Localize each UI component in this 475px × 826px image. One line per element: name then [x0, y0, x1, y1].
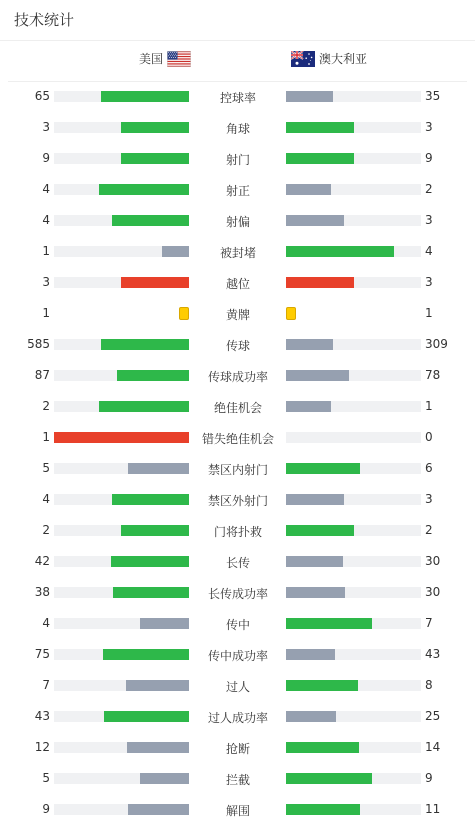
home-stat-bar: [101, 91, 189, 102]
home-stat-bar-track: [54, 556, 189, 567]
stat-row: [0, 143, 475, 174]
away-stat-bar-track: [286, 339, 421, 350]
home-stat-value: 9: [42, 802, 50, 816]
stat-row: [0, 329, 475, 360]
home-stat-value: 2: [42, 399, 50, 413]
home-stat-bar-track: [54, 153, 189, 164]
home-team-name: 美国: [138, 52, 163, 66]
away-stat-bar: [286, 804, 360, 815]
home-stat-bar-track: [54, 277, 189, 288]
stat-label: 抢断: [225, 742, 250, 756]
home-stat-bar-track: [54, 463, 189, 474]
home-stat-bar: [121, 277, 189, 288]
stat-label: 过人: [225, 680, 250, 694]
home-stat-value: 5: [42, 461, 50, 475]
stat-label: 绝佳机会: [213, 401, 262, 415]
stat-label: 传球成功率: [207, 370, 268, 384]
stat-label: 黄牌: [225, 308, 250, 322]
away-stat-bar-track: [286, 649, 421, 660]
away-stat-bar: [286, 525, 354, 536]
home-stat-bar: [140, 618, 189, 629]
away-stat-value: 8: [425, 678, 433, 692]
home-stat-bar-track: [54, 494, 189, 505]
home-stat-value: 1: [42, 430, 50, 444]
away-stat-bar: [286, 773, 372, 784]
away-stat-bar: [286, 246, 394, 257]
stat-row: [0, 267, 475, 298]
home-stat-bar-track: [54, 742, 189, 753]
stat-row: [0, 298, 475, 329]
stat-label: 过人成功率: [207, 711, 268, 725]
away-stat-bar-track: [286, 215, 421, 226]
away-stat-value: 6: [425, 461, 433, 475]
away-stat-bar-track: [286, 680, 421, 691]
stat-label: 禁区外射门: [207, 494, 268, 508]
away-stat-bar-track: [286, 184, 421, 195]
away-stat-bar: [286, 680, 358, 691]
home-stat-bar: [121, 153, 189, 164]
stat-row: [0, 732, 475, 763]
away-stat-value: 7: [425, 616, 433, 630]
stats-list: [0, 81, 475, 825]
away-stat-bar-track: [286, 742, 421, 753]
home-stat-bar-track: [54, 432, 189, 443]
stat-row: [0, 391, 475, 422]
home-stat-bar-track: [54, 618, 189, 629]
home-stat-bar-track: [54, 401, 189, 412]
stat-row: [0, 422, 475, 453]
home-stat-bar-track: [54, 804, 189, 815]
stat-label: 传中: [225, 618, 250, 632]
home-stat-bar-track: [54, 370, 189, 381]
home-stat-value: 12: [34, 740, 50, 754]
stat-label: 错失绝佳机会: [201, 432, 274, 446]
home-stat-value: 5: [42, 771, 50, 785]
away-stat-value: 309: [425, 337, 448, 351]
away-stat-value: 43: [425, 647, 441, 661]
stat-row: [0, 205, 475, 236]
home-stat-bar: [101, 339, 189, 350]
stat-row: [0, 701, 475, 732]
home-stat-value: 87: [34, 368, 50, 382]
away-stat-value: 14: [425, 740, 441, 754]
home-stat-bar-track: [54, 711, 189, 722]
away-stat-bar-track: [286, 122, 421, 133]
away-stat-bar: [286, 556, 343, 567]
away-stat-bar-track: [286, 370, 421, 381]
home-stat-value: 2: [42, 523, 50, 537]
stat-row: [0, 81, 475, 112]
stat-label: 射正: [225, 184, 250, 198]
away-stat-bar: [286, 587, 345, 598]
stat-label: 长传: [225, 556, 250, 570]
stat-label: 门将扑救: [213, 525, 262, 539]
home-stat-bar: [127, 742, 189, 753]
away-stat-value: 35: [425, 89, 441, 103]
home-stat-bar: [121, 122, 189, 133]
away-stat-bar-track: [286, 556, 421, 567]
away-stat-bar: [286, 370, 349, 381]
stat-row: [0, 670, 475, 701]
home-stat-bar: [113, 587, 189, 598]
home-stat-bar: [99, 184, 189, 195]
home-stat-value: 4: [42, 616, 50, 630]
home-stat-bar-track: [54, 215, 189, 226]
home-stat-bar: [128, 804, 189, 815]
stat-row: [0, 236, 475, 267]
stat-label: 解围: [225, 804, 250, 818]
stat-row: [0, 763, 475, 794]
home-stat-value: 1: [42, 306, 50, 320]
away-stat-bar-track: [286, 804, 421, 815]
away-stat-bar-track: [286, 246, 421, 257]
home-stat-value: 42: [34, 554, 50, 568]
away-stat-value: 3: [425, 213, 433, 227]
stat-label: 拦截: [225, 773, 250, 787]
away-stat-value: 25: [425, 709, 441, 723]
away-stat-bar: [286, 401, 331, 412]
away-stat-value: 3: [425, 275, 433, 289]
away-stat-bar-track: [286, 618, 421, 629]
home-stat-bar: [103, 649, 189, 660]
away-stat-bar: [286, 742, 359, 753]
stat-label: 被封堵: [219, 246, 256, 260]
away-stat-value: 2: [425, 523, 433, 537]
home-stat-value: 1: [42, 244, 50, 258]
away-stat-value: 0: [425, 430, 433, 444]
away-stat-value: 30: [425, 554, 441, 568]
home-stat-value: 585: [27, 337, 50, 351]
away-stat-bar: [286, 184, 331, 195]
teams-header: [0, 40, 475, 81]
stat-label: 禁区内射门: [207, 463, 268, 477]
home-stat-value: 3: [42, 120, 50, 134]
away-stat-value: 2: [425, 182, 433, 196]
home-stat-value: 9: [42, 151, 50, 165]
away-stat-value: 4: [425, 244, 433, 258]
home-stat-bar: [112, 215, 189, 226]
home-stat-value: 43: [34, 709, 50, 723]
away-stat-bar: [286, 153, 354, 164]
away-team[interactable]: [291, 50, 367, 67]
away-stat-bar-track: [286, 711, 421, 722]
away-stat-bar: [286, 618, 372, 629]
stat-row: [0, 174, 475, 205]
away-stat-bar-track: [286, 432, 421, 443]
home-stat-bar: [126, 680, 189, 691]
home-stat-bar-track: [54, 339, 189, 350]
stat-label: 射门: [225, 153, 250, 167]
away-stat-value: 11: [425, 802, 441, 816]
away-stat-bar-track: [286, 773, 421, 784]
away-stat-value: 1: [425, 399, 433, 413]
away-stat-bar-track: [286, 587, 421, 598]
home-stat-bar: [128, 463, 189, 474]
away-stat-bar: [286, 711, 336, 722]
stat-row: [0, 515, 475, 546]
away-stat-bar-track: [286, 494, 421, 505]
home-stat-value: 4: [42, 492, 50, 506]
home-stat-bar-track: [54, 91, 189, 102]
away-stat-bar: [286, 91, 333, 102]
away-stat-bar-track: [286, 153, 421, 164]
stat-label: 传中成功率: [207, 649, 268, 663]
stat-row: [0, 546, 475, 577]
yellow-card-icon: [179, 307, 189, 320]
home-stat-bar: [54, 432, 189, 443]
away-stat-bar-track: [286, 525, 421, 536]
away-stat-bar-track: [286, 91, 421, 102]
stat-row: [0, 360, 475, 391]
home-stat-bar-track: [54, 525, 189, 536]
away-stat-value: 78: [425, 368, 441, 382]
stat-row: [0, 639, 475, 670]
home-stat-bar: [111, 556, 189, 567]
away-stat-bar-track: [286, 463, 421, 474]
stat-label: 射偏: [225, 215, 250, 229]
home-stat-bar: [112, 494, 189, 505]
stat-label: 角球: [225, 122, 250, 136]
stat-label: 传球: [225, 339, 250, 353]
home-stat-bar-track: [54, 246, 189, 257]
away-stat-value: 9: [425, 771, 433, 785]
stat-row: [0, 112, 475, 143]
home-stat-bar: [140, 773, 189, 784]
away-stat-value: 9: [425, 151, 433, 165]
stat-label: 长传成功率: [207, 587, 268, 601]
stat-row: [0, 453, 475, 484]
away-stat-value: 30: [425, 585, 441, 599]
stat-label: 越位: [225, 277, 250, 291]
away-stat-value: 3: [425, 120, 433, 134]
away-stat-value: 1: [425, 306, 433, 320]
away-stat-bar: [286, 463, 360, 474]
home-stat-bar: [104, 711, 189, 722]
usa-flag-icon: [167, 51, 191, 67]
away-team-name: 澳大利亚: [319, 52, 368, 66]
yellow-card-icon: [286, 307, 296, 320]
home-stat-value: 3: [42, 275, 50, 289]
page-title: 技术统计: [14, 11, 75, 29]
home-stat-bar: [117, 370, 189, 381]
stat-row: [0, 484, 475, 515]
home-stat-bar-track: [54, 680, 189, 691]
home-stat-bar-track: [54, 587, 189, 598]
home-stat-bar: [99, 401, 189, 412]
away-stat-bar-track: [286, 277, 421, 288]
away-stat-value: 3: [425, 492, 433, 506]
away-stat-bar-track: [286, 401, 421, 412]
stat-row: [0, 608, 475, 639]
away-stat-bar: [286, 494, 344, 505]
stat-label: 控球率: [219, 91, 256, 105]
away-stat-bar: [286, 277, 354, 288]
home-stat-value: 7: [42, 678, 50, 692]
stat-row: [0, 794, 475, 825]
away-stat-bar: [286, 122, 354, 133]
home-stat-value: 38: [34, 585, 50, 599]
home-team[interactable]: [139, 50, 191, 67]
home-stat-bar-track: [54, 122, 189, 133]
home-stat-value: 4: [42, 213, 50, 227]
away-stat-bar: [286, 649, 335, 660]
home-stat-value: 4: [42, 182, 50, 196]
home-stat-bar-track: [54, 773, 189, 784]
home-stat-bar-track: [54, 649, 189, 660]
australia-flag-icon: [291, 51, 315, 67]
home-stat-bar: [162, 246, 189, 257]
stat-row: [0, 577, 475, 608]
home-stat-value: 75: [34, 647, 50, 661]
away-stat-bar: [286, 215, 344, 226]
home-stat-bar: [121, 525, 189, 536]
home-stat-value: 65: [34, 89, 50, 103]
away-stat-bar: [286, 339, 333, 350]
home-stat-bar-track: [54, 184, 189, 195]
